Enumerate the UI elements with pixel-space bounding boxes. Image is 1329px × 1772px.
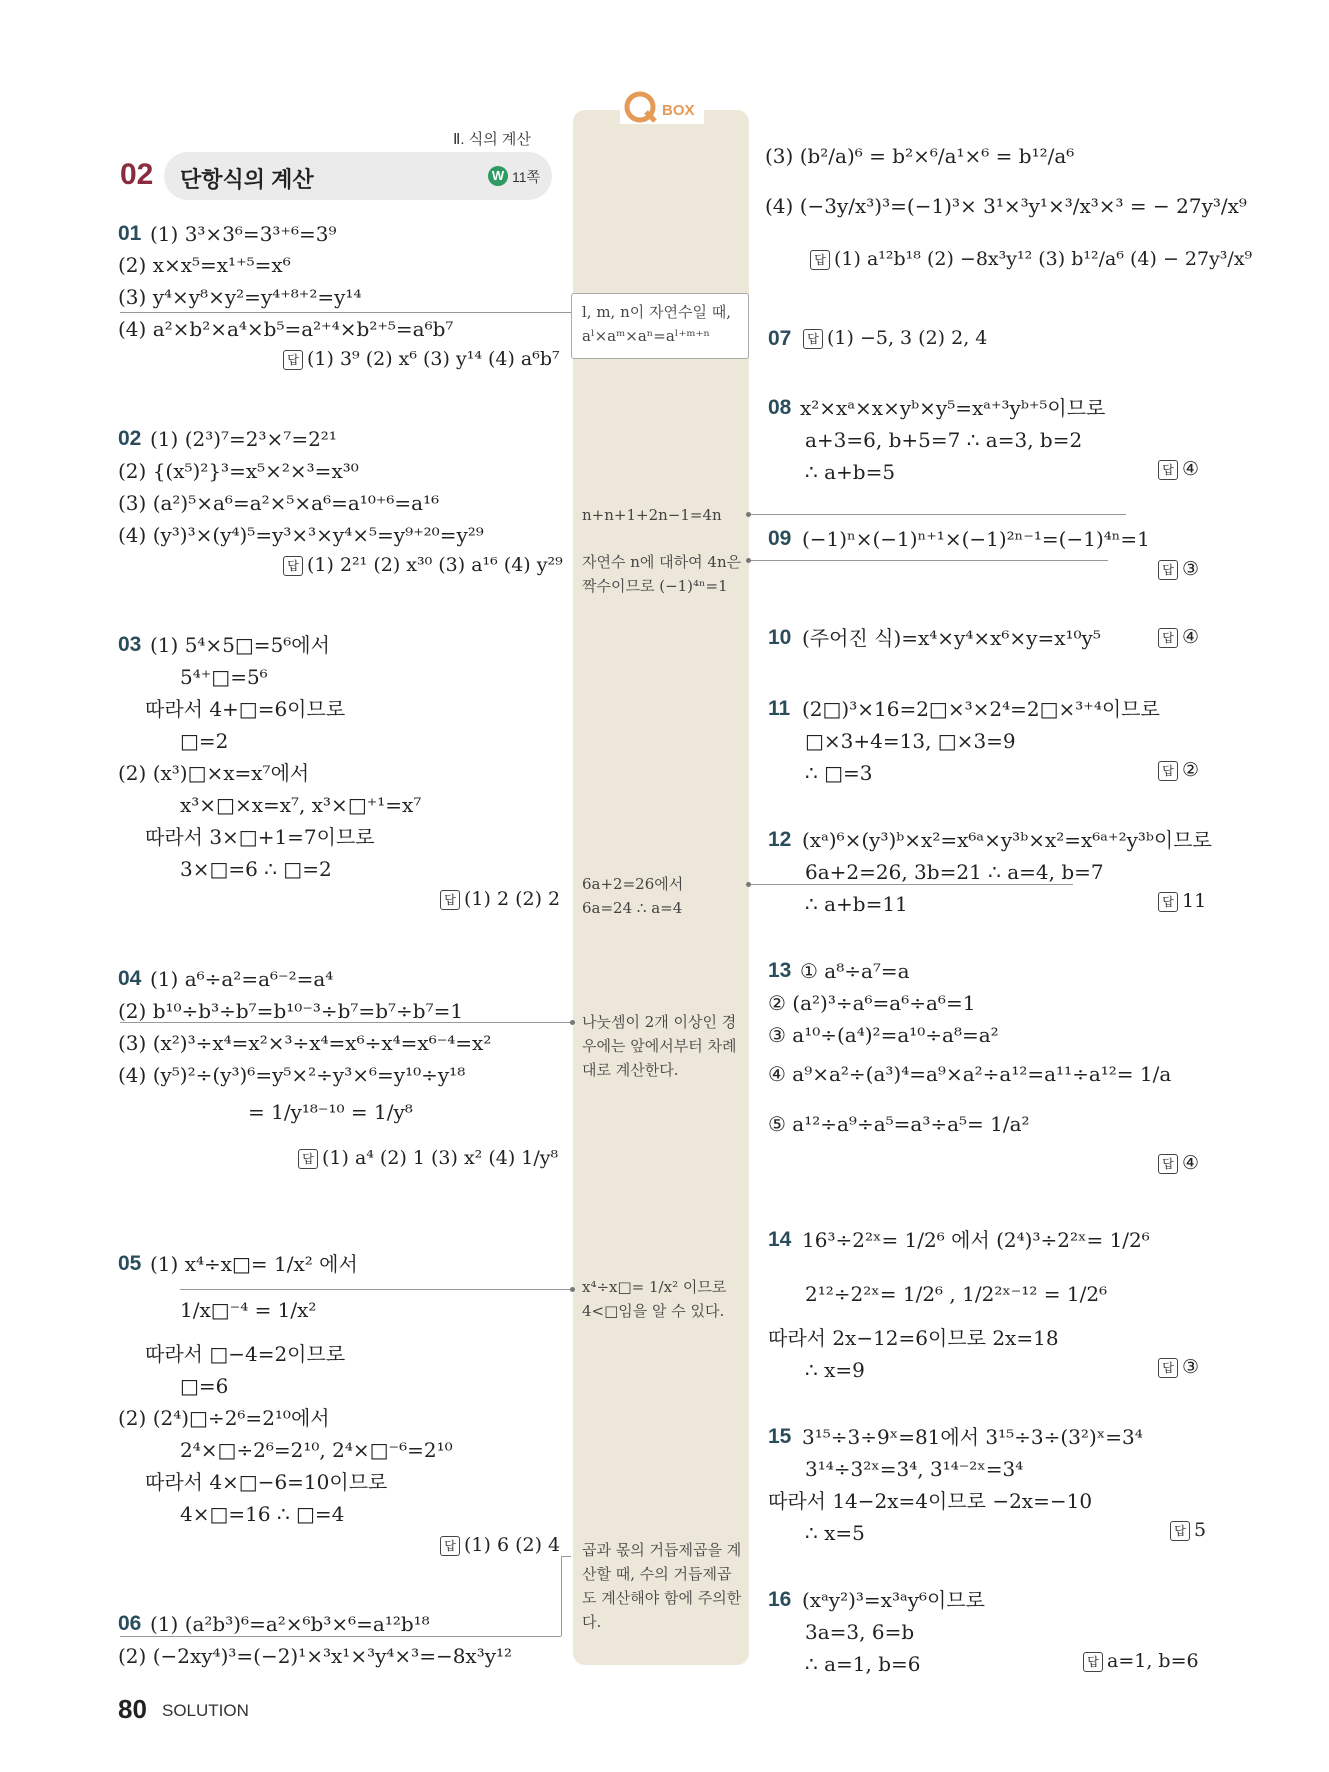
solution-line: (4) (−3y/x³)³=(−1)³× 3¹×³y¹×³/x³×³ = − 27y³/x⁹ <box>765 194 1247 218</box>
solution-line: ∴ a+b=11 <box>805 892 908 916</box>
answer-icon: 답 <box>1158 1154 1178 1174</box>
problem-number: 03 <box>118 633 142 656</box>
answer-icon: 답 <box>1158 892 1178 912</box>
solution-line: 3¹⁴÷3²ˣ=3⁴, 3¹⁴⁻²ˣ=3⁴ <box>805 1457 1024 1481</box>
answer-text: (1) a⁴ (2) 1 (3) x² (4) 1/y⁸ <box>322 1147 559 1169</box>
solution-line: 3¹⁵÷3÷9ˣ=81에서 3¹⁵÷3÷(3²)ˣ=3⁴ <box>802 1425 1143 1449</box>
solution-line: (1) a⁶÷a²=a⁶⁻²=a⁴ <box>150 967 334 991</box>
leader-line <box>561 1556 571 1557</box>
problem-number: 07 <box>768 327 792 350</box>
problem-number: 16 <box>768 1588 792 1611</box>
solution-line: (3) y⁴×y⁸×y²=y⁴⁺⁸⁺²=y¹⁴ <box>118 285 362 309</box>
problem-number: 01 <box>118 222 142 245</box>
answer-line <box>1158 626 1199 648</box>
answer-text: 5 <box>1194 1519 1207 1541</box>
solution-line: 4×□=16 ∴ □=4 <box>180 1502 345 1526</box>
workbook-page: 11쪽 <box>512 169 541 185</box>
solution-line: ⑤ a¹²÷a⁹÷a⁵=a³÷a⁵= 1/a² <box>768 1112 1030 1136</box>
solution-line: (1) (2³)⁷=2³×⁷=2²¹ <box>150 427 337 451</box>
answer-text: (1) 2²¹ (2) x³⁰ (3) a¹⁶ (4) y²⁹ <box>307 554 563 576</box>
problem-number: 10 <box>768 626 792 649</box>
chapter-label: Ⅱ. 식의 계산 <box>453 131 531 148</box>
answer-icon: 답 <box>283 556 303 576</box>
note-solve-a: 6a+2=26에서 6a=24 ∴ a=4 <box>582 875 684 917</box>
answer-line <box>1158 890 1206 912</box>
answer-icon: 답 <box>1158 761 1178 781</box>
solution-line: (2□)³×16=2□×³×2⁴=2□×³⁺⁴이므로 <box>802 697 1160 721</box>
note-box-inequality: x⁴÷x□= 1/x² 이므로 4<□임을 알 수 있다. <box>582 1278 727 1320</box>
answer-text: (1) 3⁹ (2) x⁶ (3) y¹⁴ (4) a⁶b⁷ <box>307 348 560 370</box>
answer-line <box>1158 1356 1199 1378</box>
leader-dot <box>746 512 751 517</box>
solution-line: 1/x□⁻⁴ = 1/x² <box>180 1298 317 1322</box>
solution-line: (xᵃ)⁶×(y³)ᵇ×x²=x⁶ᵃ×y³ᵇ×x²=x⁶ᵃ⁺²y³ᵇ이므로 <box>802 828 1212 852</box>
answer-line <box>283 348 560 370</box>
solution-line: (4) (y³)³×(y⁴)⁵=y³×³×y⁴×⁵=y⁹⁺²⁰=y²⁹ <box>118 523 484 547</box>
solution-line: (2) {(x⁵)²}³=x⁵×²×³=x³⁰ <box>118 459 359 483</box>
section-number: 02 <box>120 158 154 191</box>
leader-dot <box>746 882 751 887</box>
answer-text: ④ <box>1182 1152 1200 1174</box>
solution-line: ② (a²)³÷a⁶=a⁶÷a⁶=1 <box>768 991 976 1015</box>
solution-line: 따라서 14−2x=4이므로 −2x=−10 <box>768 1489 1093 1513</box>
solution-line: 2¹²÷2²ˣ= 1/2⁶ , 1/2²ˣ⁻¹² = 1/2⁶ <box>805 1282 1108 1306</box>
note-power-of-product: 곱과 몫의 거듭제곱을 계산할 때, 수의 거듭제곱도 계산해야 함에 주의한다. <box>582 1541 742 1631</box>
solution-line: ① a⁸÷a⁷=a <box>800 959 910 983</box>
solution-line: 따라서 □−4=2이므로 <box>145 1342 346 1366</box>
problem-number: 15 <box>768 1425 792 1448</box>
solution-line: □=2 <box>180 729 229 753</box>
problem-number: 05 <box>118 1252 142 1275</box>
leader-dot <box>746 558 751 563</box>
solution-line: (4) (y⁵)²÷(y³)⁶=y⁵×²÷y³×⁶=y¹⁰÷y¹⁸ <box>118 1063 466 1087</box>
answer-text: (1) a¹²b¹⁸ (2) −8x³y¹² (3) b¹²/a⁶ (4) − 27y³/x⁹ <box>834 248 1253 270</box>
note-exponent-law: l, m, n이 자연수일 때, aˡ×aᵐ×aⁿ=aˡ⁺ᵐ⁺ⁿ <box>582 303 731 345</box>
problem-number: 09 <box>768 527 792 550</box>
answer-icon: 답 <box>1158 560 1178 580</box>
answer-text: (1) 6 (2) 4 <box>464 1534 561 1556</box>
section-title: 단항식의 계산 <box>180 167 314 192</box>
solution-line: (1) 5⁴×5□=5⁶에서 <box>150 633 330 657</box>
solution-line: 3a=3, 6=b <box>805 1620 915 1644</box>
leader-dot <box>570 1020 575 1025</box>
solution-line: (−1)ⁿ×(−1)ⁿ⁺¹×(−1)²ⁿ⁻¹=(−1)⁴ⁿ=1 <box>802 527 1150 551</box>
answer-line <box>298 1147 558 1169</box>
answer-icon: 답 <box>1158 1358 1178 1378</box>
solution-line: (1) 3³×3⁶=3³⁺⁶=3⁹ <box>150 222 337 246</box>
answer-line <box>440 1534 560 1556</box>
solution-line: 6a+2=26, 3b=21 ∴ a=4, b=7 <box>805 860 1104 884</box>
answer-text: ④ <box>1182 626 1200 648</box>
solution-line: ∴ x=5 <box>805 1521 865 1545</box>
answer-icon: 답 <box>810 250 830 270</box>
answer-line <box>1170 1519 1206 1541</box>
answer-line <box>1158 458 1199 480</box>
problem-number: 11 <box>768 697 791 720</box>
solution-line: = 1/y¹⁸⁻¹⁰ = 1/y⁸ <box>248 1100 413 1124</box>
note-even-power: 자연수 n에 대하여 4n은 짝수이므로 (−1)⁴ⁿ=1 <box>582 553 742 595</box>
solution-line: 따라서 3×□+1=7이므로 <box>145 825 375 849</box>
answer-text: (1) −5, 3 (2) 2, 4 <box>827 327 988 349</box>
solution-line: (1) x⁴÷x□= 1/x² 에서 <box>150 1252 358 1276</box>
solution-line: (1) (a²b³)⁶=a²×⁶b³×⁶=a¹²b¹⁸ <box>150 1612 430 1636</box>
leader-line <box>748 514 1126 515</box>
answer-line <box>440 888 560 910</box>
answer-text: ④ <box>1182 458 1200 480</box>
problem-number: 14 <box>768 1228 792 1251</box>
answer-icon: 답 <box>440 890 460 910</box>
note-division-order: 나눗셈이 2개 이상인 경우에는 앞에서부터 차례대로 계산한다. <box>582 1013 737 1079</box>
answer-icon: 답 <box>298 1149 318 1169</box>
solution-line: (3) (b²/a)⁶ = b²×⁶/a¹×⁶ = b¹²/a⁶ <box>765 144 1075 168</box>
q-logo-icon <box>620 88 660 124</box>
solution-line: ∴ x=9 <box>805 1358 865 1382</box>
answer-line <box>1083 1650 1199 1672</box>
problem-number: 12 <box>768 828 792 851</box>
solution-line: □×3+4=13, □×3=9 <box>805 729 1016 753</box>
answer-text: ② <box>1182 759 1200 781</box>
answer-line <box>1158 759 1199 781</box>
answer-line <box>1158 1152 1199 1174</box>
solution-line: (2) b¹⁰÷b³÷b⁷=b¹⁰⁻³÷b⁷=b⁷÷b⁷=1 <box>118 999 464 1023</box>
solution-line: (2) (x³)□×x=x⁷에서 <box>118 761 310 785</box>
solution-line: (주어진 식)=x⁴×y⁴×x⁶×y=x¹⁰y⁵ <box>802 626 1101 650</box>
answer-text: ③ <box>1182 1356 1200 1378</box>
answer-line <box>810 248 1252 270</box>
answer-text: (1) 2 (2) 2 <box>464 888 561 910</box>
answer-text: 11 <box>1182 890 1207 912</box>
answer-icon: 답 <box>803 329 823 349</box>
leader-line <box>561 1556 562 1636</box>
workbook-badge-icon: W <box>488 166 508 186</box>
solution-line: (2) (−2xy⁴)³=(−2)¹×³x¹×³y⁴×³=−8x³y¹² <box>118 1644 513 1668</box>
qbox-logo <box>620 88 704 124</box>
answer-icon: 답 <box>1170 1521 1190 1541</box>
solution-line: x²×xᵃ×x×yᵇ×y⁵=xᵃ⁺³yᵇ⁺⁵이므로 <box>800 396 1106 420</box>
problem-number: 02 <box>118 427 142 450</box>
answer-icon: 답 <box>1083 1652 1103 1672</box>
solution-line: (2) x×x⁵=x¹⁺⁵=x⁶ <box>118 253 291 277</box>
solution-line: □=6 <box>180 1374 229 1398</box>
leader-line <box>748 560 1108 561</box>
answer-text: ③ <box>1182 558 1200 580</box>
solution-line: ∴ □=3 <box>805 761 873 785</box>
leader-line <box>180 1289 571 1290</box>
page-number: 80 <box>118 1694 147 1724</box>
footer-label: SOLUTION <box>162 1701 249 1720</box>
answer-icon: 답 <box>283 350 303 370</box>
solution-line: (xᵃy²)³=x³ᵃy⁶이므로 <box>802 1588 985 1612</box>
answer-icon: 답 <box>1158 460 1178 480</box>
leader-line <box>120 312 571 313</box>
answer-line <box>283 554 563 576</box>
solution-line: 따라서 2x−12=6이므로 2x=18 <box>768 1326 1059 1350</box>
problem-number: 08 <box>768 396 792 419</box>
solution-line: ∴ a+b=5 <box>805 460 896 484</box>
solution-line: ∴ a=1, b=6 <box>805 1652 921 1676</box>
solution-line: a+3=6, b+5=7 ∴ a=3, b=2 <box>805 428 1083 452</box>
solution-line: 따라서 4+□=6이므로 <box>145 697 346 721</box>
solution-line: 5⁴⁺□=5⁶ <box>180 665 268 689</box>
solution-line: (3) (x²)³÷x⁴=x²×³÷x⁴=x⁶÷x⁴=x⁶⁻⁴=x² <box>118 1031 492 1055</box>
solution-line: x³×□×x=x⁷, x³×□⁺¹=x⁷ <box>180 793 422 817</box>
solution-line: 3×□=6 ∴ □=2 <box>180 857 332 881</box>
solution-line: 따라서 4×□−6=10이므로 <box>145 1470 388 1494</box>
solution-line: (2) (2⁴)□÷2⁶=2¹⁰에서 <box>118 1406 330 1430</box>
solution-line: (4) a²×b²×a⁴×b⁵=a²⁺⁴×b²⁺⁵=a⁶b⁷ <box>118 317 454 341</box>
answer-icon: 답 <box>440 1536 460 1556</box>
answer-line <box>1158 558 1199 580</box>
qbox-logo-text: BOX <box>662 102 695 119</box>
solution-line: 2⁴×□÷2⁶=2¹⁰, 2⁴×□⁻⁶=2¹⁰ <box>180 1438 453 1462</box>
solution-line: (3) (a²)⁵×a⁶=a²×⁵×a⁶=a¹⁰⁺⁶=a¹⁶ <box>118 491 440 515</box>
solution-line: 16³÷2²ˣ= 1/2⁶ 에서 (2⁴)³÷2²ˣ= 1/2⁶ <box>802 1228 1150 1252</box>
solution-line: ③ a¹⁰÷(a⁴)²=a¹⁰÷a⁸=a² <box>768 1023 999 1047</box>
solution-line: ④ a⁹×a²÷(a³)⁴=a⁹×a²÷a¹²=a¹¹÷a¹²= 1/a <box>768 1062 1172 1086</box>
answer-icon: 답 <box>1158 628 1178 648</box>
note-exponent-sum: n+n+1+2n−1=4n <box>582 506 722 524</box>
answer-line <box>803 327 987 349</box>
leader-dot <box>570 1287 575 1292</box>
answer-text: a=1, b=6 <box>1107 1650 1199 1672</box>
problem-number: 06 <box>118 1612 142 1635</box>
problem-number: 04 <box>118 967 142 990</box>
problem-number: 13 <box>768 959 792 982</box>
